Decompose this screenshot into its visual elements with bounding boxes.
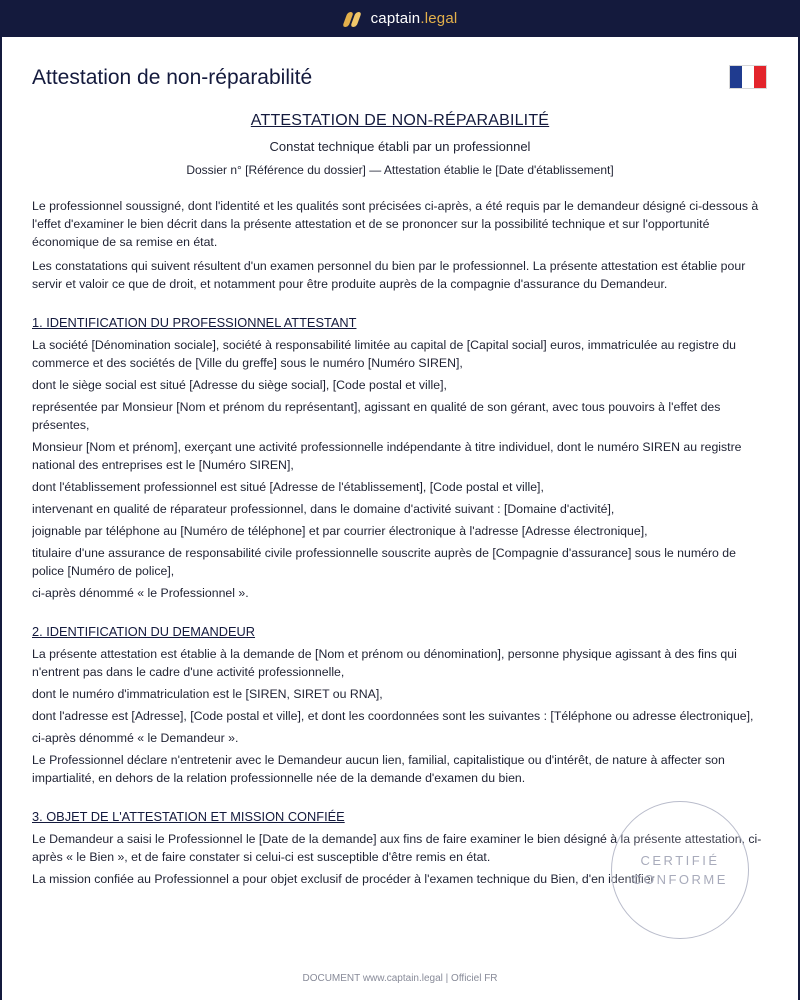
section-line: dont l'établissement professionnel est situé [Adresse de l'établissement], [Code postal et ville], [32,480,544,494]
document-title: ATTESTATION DE NON-RÉPARABILITÉ [250,112,550,129]
section-line: titulaire d'une assurance de responsabilité civile professionnelle souscrite auprès de [Compagnie d'assurance] sous le numéro de police [Numéro de police], [32,546,736,578]
section-line: dont l'adresse est [Adresse], [Code postal et ville], et dont les coordonnées sont les suivantes : [Téléphone ou adresse électronique], [32,709,754,723]
page-title: Attestation de non-réparabilité [32,66,313,89]
section-title: 3. OBJET DE L'ATTESTATION ET MISSION CONFIÉE [32,809,345,824]
intro-paragraph: Les constatations qui suivent résultent d'un examen personnel du bien par le professionnel. La présente attestation est établie pour servir et valoir ce que de droit, et notamment pour être produite auprès de la compagnie d'assurance du Demandeur. [32,259,746,291]
section-line: Monsieur [Nom et prénom], exerçant une activité professionnelle indépendante à titre individuel, dont le numéro SIREN au registre national des entreprises est le [Numéro SIREN], [32,440,742,472]
section-line: représentée par Monsieur [Nom et prénom du représentant], agissant en qualité de son gérant, avec tous pouvoirs à l'effet des présentes, [32,400,721,432]
dossier-reference: Dossier n° [Référence du dossier] — Attestation établie le [Date d'établissement] [186,163,614,177]
section-line: Le Demandeur a saisi le Professionnel le [Date de la demande] aux fins de faire examiner le bien désigné à la présente attestation, ci-après « le Bien », et de faire constater si celui-ci est susceptible d'être remis en état. [32,832,762,864]
section-line: Le Professionnel déclare n'entretenir avec le Demandeur aucun lien, familial, capitalistique ou d'intérêt, de nature à affecter son impartialité, en dehors de la relation professionnelle née de la demande d'examen du bien. [32,753,725,785]
brand-name[interactable]: captain.legal [370,10,458,27]
section-line: ci-après dénommé « le Demandeur ». [32,731,239,745]
section-line: ci-après dénommé « le Professionnel ». [32,586,249,600]
section-line: La mission confiée au Professionnel a pour objet exclusif de procéder à l'examen technique du Bien, d'en identifier [32,872,655,886]
stamp-line: CONFORME [632,872,728,887]
certified-stamp [611,801,749,939]
section-line: dont le siège social est situé [Adresse du siège social], [Code postal et ville], [32,378,447,392]
document-subtitle: Constat technique établi par un professionnel [269,139,531,154]
section-line: La présente attestation est établie à la demande de [Nom et prénom ou dénomination], personne physique agissant à des fins qui n'entrent pas dans le cadre d'une activité professionnelle, [32,647,737,679]
section-line: intervenant en qualité de réparateur professionnel, dans le domaine d'activité suivant : [Domaine d'activité], [32,502,615,516]
captain-legal-logo-icon [343,10,363,28]
section-line: dont le numéro d'immatriculation est le [SIREN, SIRET ou RNA], [32,687,383,701]
section-title: 2. IDENTIFICATION DU DEMANDEUR [32,624,256,639]
french-flag-icon [729,65,767,89]
section-line: joignable par téléphone au [Numéro de téléphone] et par courrier électronique à l'adresse [Adresse électronique], [32,524,648,538]
footer-text: DOCUMENT www.captain.legal | Officiel FR [302,973,498,984]
stamp-line: CERTIFIÉ [640,853,720,868]
section-title: 1. IDENTIFICATION DU PROFESSIONNEL ATTESTANT [32,315,357,330]
top-bar [0,0,800,37]
section-line: La société [Dénomination sociale], société à responsabilité limitée au capital de [Capital social] euros, immatriculée au registre du commerce et des sociétés de [Ville du greffe] sous le numéro [Numéro SIREN], [32,338,737,370]
intro-paragraph: Le professionnel soussigné, dont l'identité et les qualités sont précisées ci-après, a été requis par le demandeur désigné ci-dessous à l'effet d'examiner le bien décrit dans la présente attestation et de se prononcer sur la possibilité technique et sur l'opportunité économique de sa remise en état. [32,199,759,249]
